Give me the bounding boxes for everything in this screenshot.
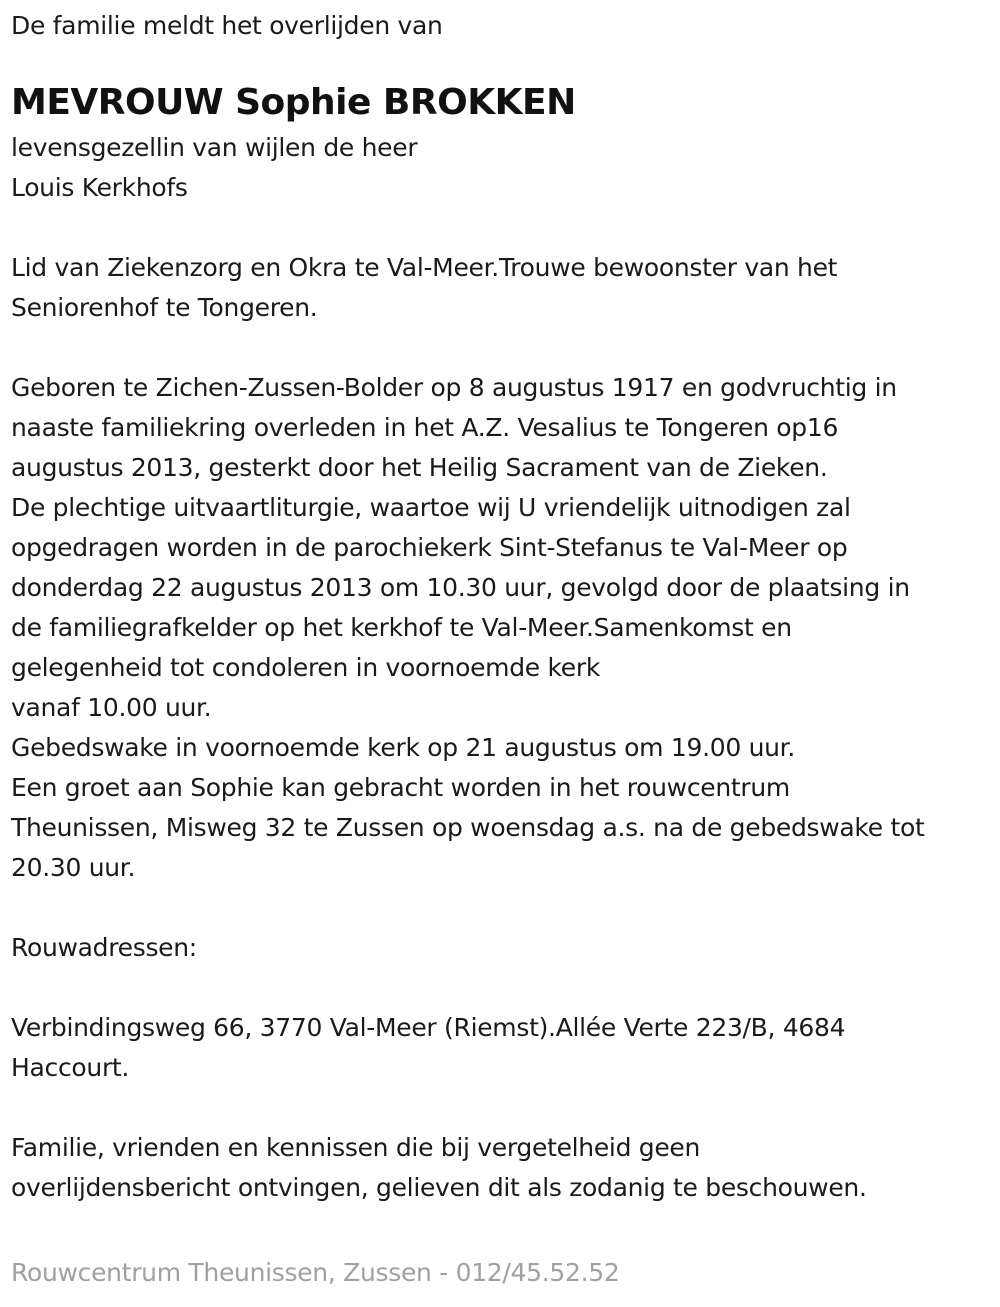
details-line: Theunissen, Misweg 32 te Zussen op woensdag a.s. na de gebedswake tot xyxy=(11,813,925,842)
details-line: augustus 2013, gesterkt door het Heilig Sacrament van de Zieken. xyxy=(11,453,828,482)
addresses-heading: Rouwadressen: xyxy=(11,933,197,962)
address-line: Haccourt. xyxy=(11,1053,130,1082)
details-line: gelegenheid tot condoleren in voornoemde kerk xyxy=(11,653,601,682)
relation-line: Louis Kerkhofs xyxy=(11,173,188,202)
paragraph-gap xyxy=(11,208,996,248)
address-line: Verbindingsweg 66, 3770 Val-Meer (Riemst).Allée Verte 223/B, 4684 xyxy=(11,1013,846,1042)
paragraph-gap xyxy=(11,968,996,1008)
details-line: de familiegrafkelder op het kerkhof te Val-Meer.Samenkomst en xyxy=(11,613,792,642)
paragraph-gap xyxy=(11,1088,996,1128)
details-line: opgedragen worden in de parochiekerk Sint-Stefanus te Val-Meer op xyxy=(11,533,848,562)
paragraph-gap xyxy=(11,888,996,928)
closing-line: Familie, vrienden en kennissen die bij vergetelheid geen xyxy=(11,1133,701,1162)
closing-line: overlijdensbericht ontvingen, gelieven dit als zodanig te beschouwen. xyxy=(11,1173,867,1202)
deceased-name: MEVROUW Sophie BROKKEN xyxy=(11,82,576,123)
details-line: donderdag 22 augustus 2013 om 10.30 uur, gevolgd door de plaatsing in xyxy=(11,573,910,602)
details-line: Geboren te Zichen-Zussen-Bolder op 8 augustus 1917 en godvruchtig in xyxy=(11,373,897,402)
details-line: Gebedswake in voornoemde kerk op 21 augustus om 19.00 uur. xyxy=(11,733,796,762)
membership-line: Lid van Ziekenzorg en Okra te Val-Meer.Trouwe bewoonster van het xyxy=(11,253,838,282)
intro-text: De familie meldt het overlijden van xyxy=(11,11,443,40)
membership-line: Seniorenhof te Tongeren. xyxy=(11,293,318,322)
details-line: 20.30 uur. xyxy=(11,853,136,882)
obituary-notice xyxy=(11,6,996,1208)
details-line: Een groet aan Sophie kan gebracht worden in het rouwcentrum xyxy=(11,773,790,802)
details-line: naaste familiekring overleden in het A.Z. Vesalius te Tongeren op16 xyxy=(11,413,839,442)
relation-line: levensgezellin van wijlen de heer xyxy=(11,133,418,162)
details-line: vanaf 10.00 uur. xyxy=(11,693,212,722)
paragraph-gap xyxy=(11,328,996,368)
funeral-home-footer: Rouwcentrum Theunissen, Zussen - 012/45.52.52 xyxy=(11,1258,620,1287)
details-line: De plechtige uitvaartliturgie, waartoe wij U vriendelijk uitnodigen zal xyxy=(11,493,851,522)
